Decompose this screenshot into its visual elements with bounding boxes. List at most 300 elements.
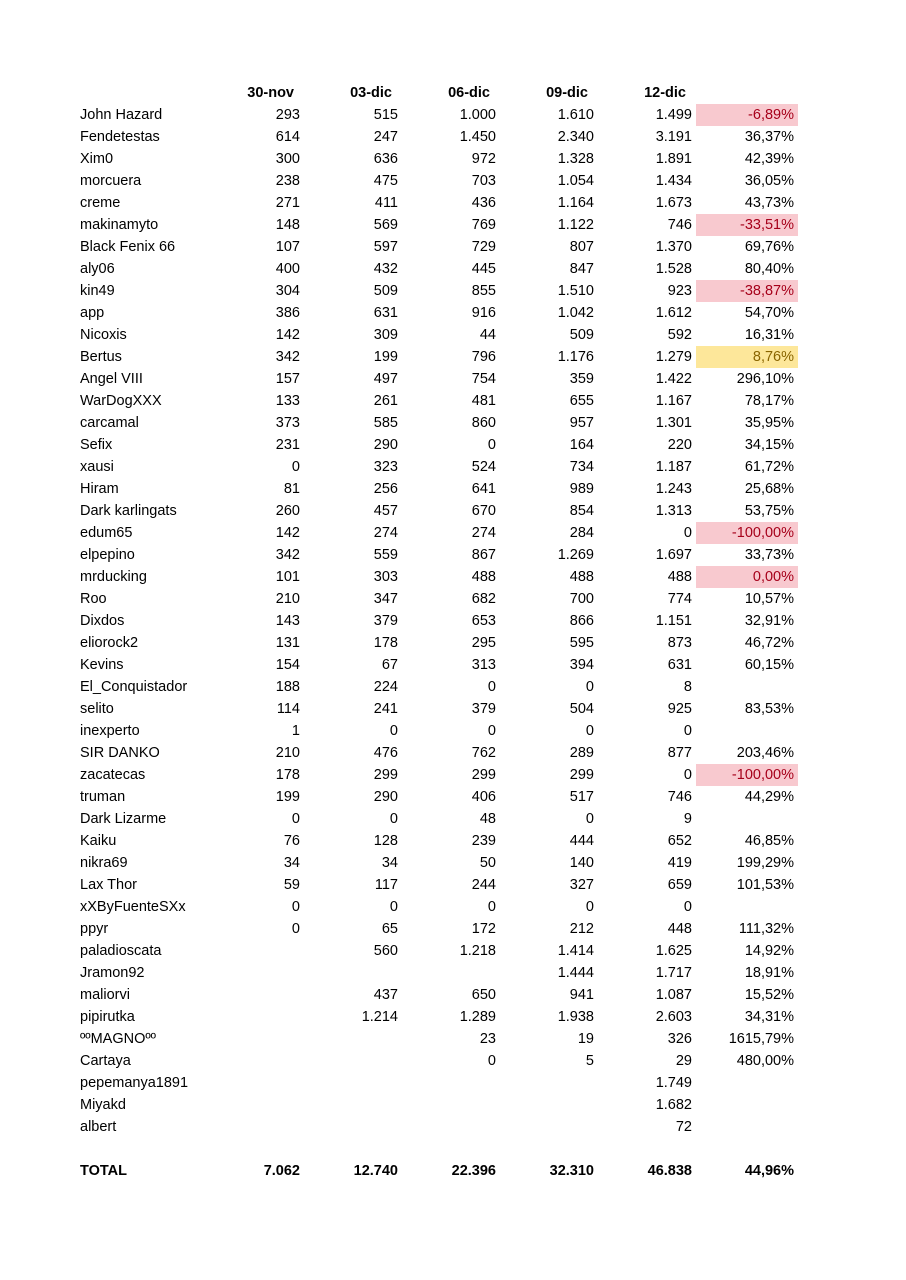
player-name: El_Conquistador — [80, 679, 188, 695]
score-cell: 569 — [373, 217, 398, 233]
player-name: Lax Thor — [80, 877, 137, 893]
score-cell: 560 — [373, 943, 398, 959]
change-cell — [696, 676, 798, 698]
table-row — [76, 258, 800, 280]
score-cell: 9 — [683, 811, 692, 827]
score-cell — [234, 1116, 304, 1138]
player-name: Cartaya — [80, 1053, 131, 1069]
change-cell: 78,17% — [744, 393, 794, 409]
score-cell: 488 — [667, 569, 692, 585]
change-cell: -100,00% — [696, 764, 798, 786]
change-cell: 42,39% — [744, 151, 794, 167]
score-cell: 1.749 — [655, 1075, 692, 1091]
score-cell: 614 — [275, 129, 300, 145]
score-cell: 244 — [471, 877, 496, 893]
table-row — [76, 346, 800, 368]
table-row — [76, 764, 800, 786]
score-cell: 295 — [471, 635, 496, 651]
score-cell — [234, 1072, 304, 1094]
player-name: app — [80, 305, 105, 321]
header-date-3: 06-dic — [448, 85, 490, 101]
score-cell: 1.087 — [655, 987, 692, 1003]
table-row — [76, 742, 800, 764]
table-row — [76, 456, 800, 478]
score-cell: 142 — [275, 525, 300, 541]
score-cell: 34 — [283, 855, 300, 871]
table-row — [76, 1116, 800, 1138]
score-cell: 50 — [479, 855, 496, 871]
change-cell: 0,00% — [696, 566, 798, 588]
score-cell: 199 — [373, 349, 398, 365]
change-cell: 101,53% — [736, 877, 794, 893]
player-name: Bertus — [80, 349, 122, 365]
score-cell: 0 — [683, 767, 692, 783]
score-cell: 117 — [374, 877, 398, 893]
score-cell: 101 — [275, 569, 300, 585]
score-cell: 65 — [381, 921, 398, 937]
score-cell: 72 — [675, 1119, 692, 1135]
change-cell: 83,53% — [744, 701, 794, 717]
player-name: Dixdos — [80, 613, 125, 629]
player-name: eliorock2 — [80, 635, 139, 651]
score-cell: 1.673 — [655, 195, 692, 211]
score-cell: 1.612 — [655, 305, 692, 321]
score-cell: 1.301 — [655, 415, 692, 431]
score-cell — [234, 984, 304, 1006]
change-cell — [696, 896, 798, 918]
table-row — [76, 808, 800, 830]
score-cell: 199 — [275, 789, 300, 805]
score-cell: 703 — [471, 173, 496, 189]
table-row — [76, 214, 800, 236]
change-cell: 25,68% — [744, 481, 794, 497]
change-cell: 10,57% — [744, 591, 794, 607]
score-cell: 631 — [667, 657, 692, 673]
change-cell: -33,51% — [696, 214, 798, 236]
player-name: Hiram — [80, 481, 119, 497]
score-cell: 989 — [569, 481, 594, 497]
player-name: Kaiku — [80, 833, 117, 849]
change-cell: 18,91% — [744, 965, 794, 981]
score-cell: 448 — [667, 921, 692, 937]
score-cell: 347 — [373, 591, 398, 607]
score-cell: 1.328 — [557, 151, 594, 167]
score-cell: 1.187 — [655, 459, 692, 475]
score-cell — [234, 1028, 304, 1050]
table-row — [76, 302, 800, 324]
score-cell: 445 — [471, 261, 496, 277]
score-cell: 682 — [471, 591, 496, 607]
player-name: carcamal — [80, 415, 139, 431]
player-name: paladioscata — [80, 943, 162, 959]
score-cell: 497 — [373, 371, 398, 387]
score-cell: 1.218 — [459, 943, 496, 959]
score-cell: 1.042 — [557, 305, 594, 321]
table-row — [76, 1028, 800, 1050]
table-row — [76, 390, 800, 412]
table-row — [76, 566, 800, 588]
score-cell: 1 — [291, 723, 300, 739]
score-cell: 670 — [471, 503, 496, 519]
score-cell: 1.122 — [557, 217, 594, 233]
table-row — [76, 720, 800, 742]
score-cell: 1.444 — [557, 965, 594, 981]
score-cell: 247 — [373, 129, 398, 145]
change-cell: 53,75% — [744, 503, 794, 519]
score-cell: 807 — [569, 239, 594, 255]
change-cell: 80,40% — [744, 261, 794, 277]
total-row — [76, 1160, 800, 1182]
player-name: Dark karlingats — [80, 503, 177, 519]
score-cell: 172 — [471, 921, 496, 937]
change-cell: 32,91% — [744, 613, 794, 629]
score-cell: 220 — [667, 437, 692, 453]
header-change — [696, 82, 798, 104]
player-name: Kevins — [80, 657, 124, 673]
change-cell: 46,85% — [744, 833, 794, 849]
score-cell: 0 — [683, 899, 692, 915]
score-cell: 260 — [275, 503, 300, 519]
change-cell: 8,76% — [696, 346, 798, 368]
score-cell: 133 — [275, 393, 300, 409]
change-cell: 60,15% — [744, 657, 794, 673]
score-cell: 1.697 — [655, 547, 692, 563]
player-name: truman — [80, 789, 126, 805]
change-cell: 34,31% — [744, 1009, 794, 1025]
score-cell — [234, 962, 304, 984]
score-cell: 1.000 — [459, 107, 496, 123]
table-row — [76, 522, 800, 544]
change-cell — [696, 1116, 798, 1138]
score-cell: 327 — [569, 877, 594, 893]
score-cell — [304, 962, 402, 984]
score-cell: 5 — [585, 1053, 594, 1069]
player-name: Roo — [80, 591, 107, 607]
score-cell: 256 — [373, 481, 398, 497]
total-change: 44,96% — [744, 1163, 794, 1179]
table-row — [76, 1072, 800, 1094]
table-row — [76, 874, 800, 896]
score-cell: 877 — [667, 745, 692, 761]
score-cell: 128 — [373, 833, 398, 849]
table-row — [76, 478, 800, 500]
player-name: WarDogXXX — [80, 393, 162, 409]
score-cell: 300 — [275, 151, 300, 167]
change-cell: 480,00% — [736, 1053, 794, 1069]
total-value-5: 46.838 — [647, 1163, 692, 1179]
score-cell: 916 — [471, 305, 496, 321]
score-cell: 641 — [471, 481, 496, 497]
score-cell: 304 — [275, 283, 300, 299]
score-cell: 1.269 — [557, 547, 594, 563]
score-table — [76, 82, 800, 1182]
score-cell: 746 — [667, 789, 692, 805]
score-cell: 261 — [373, 393, 398, 409]
change-cell: -100,00% — [696, 522, 798, 544]
score-cell: 23 — [479, 1031, 496, 1047]
header-date-5: 12-dic — [644, 85, 686, 101]
player-name: elpepino — [80, 547, 135, 563]
player-name: pipirutka — [80, 1009, 135, 1025]
total-value-2: 12.740 — [353, 1163, 398, 1179]
score-cell: 0 — [487, 899, 496, 915]
change-cell: 34,15% — [744, 437, 794, 453]
score-cell: 411 — [374, 195, 398, 211]
score-cell: 67 — [381, 657, 398, 673]
score-cell: 164 — [569, 437, 594, 453]
table-row — [76, 896, 800, 918]
change-cell: 15,52% — [744, 987, 794, 1003]
score-cell: 592 — [667, 327, 692, 343]
score-cell: 925 — [667, 701, 692, 717]
score-cell: 854 — [569, 503, 594, 519]
player-name: kin49 — [80, 283, 115, 299]
score-cell: 1.625 — [655, 943, 692, 959]
total-value-3: 22.396 — [451, 1163, 496, 1179]
score-cell: 729 — [471, 239, 496, 255]
score-cell — [304, 1094, 402, 1116]
player-name: makinamyto — [80, 217, 159, 233]
player-name: Black Fenix 66 — [80, 239, 176, 255]
table-row — [76, 852, 800, 874]
score-cell: 941 — [569, 987, 594, 1003]
player-name: inexperto — [80, 723, 140, 739]
player-name: ººMAGNOºº — [80, 1031, 156, 1047]
score-cell: 0 — [291, 899, 300, 915]
score-cell: 1.510 — [557, 283, 594, 299]
header-row — [76, 82, 800, 104]
score-cell — [234, 1006, 304, 1028]
score-cell: 373 — [275, 415, 300, 431]
change-cell — [696, 1072, 798, 1094]
score-cell: 284 — [569, 525, 594, 541]
score-cell: 650 — [471, 987, 496, 1003]
score-cell: 437 — [373, 987, 398, 1003]
score-cell: 1.528 — [655, 261, 692, 277]
table-row — [76, 962, 800, 984]
change-cell: 46,72% — [744, 635, 794, 651]
table-row — [76, 192, 800, 214]
score-cell: 1.450 — [459, 129, 496, 145]
score-cell — [304, 1116, 402, 1138]
score-cell — [304, 1050, 402, 1072]
score-cell: 241 — [373, 701, 398, 717]
score-cell: 746 — [667, 217, 692, 233]
score-cell: 81 — [283, 481, 300, 497]
score-cell: 515 — [373, 107, 398, 123]
player-name: edum65 — [80, 525, 133, 541]
score-cell: 0 — [291, 921, 300, 937]
score-cell: 653 — [471, 613, 496, 629]
total-value-4: 32.310 — [549, 1163, 594, 1179]
change-cell: 33,73% — [744, 547, 794, 563]
score-cell: 419 — [667, 855, 692, 871]
score-cell — [234, 1094, 304, 1116]
table-row — [76, 280, 800, 302]
score-cell: 0 — [585, 811, 594, 827]
score-cell: 1.243 — [655, 481, 692, 497]
player-name: Fendetestas — [80, 129, 160, 145]
table-row — [76, 148, 800, 170]
score-cell: 379 — [471, 701, 496, 717]
score-cell: 379 — [373, 613, 398, 629]
change-cell: 54,70% — [744, 305, 794, 321]
change-cell: 1615,79% — [728, 1031, 794, 1047]
score-cell: 224 — [373, 679, 398, 695]
score-cell: 8 — [683, 679, 692, 695]
score-cell: 0 — [487, 437, 496, 453]
score-cell: 734 — [569, 459, 594, 475]
score-cell: 517 — [569, 789, 594, 805]
score-cell — [402, 1116, 500, 1138]
table-row — [76, 610, 800, 632]
spacer — [76, 1138, 800, 1160]
score-cell: 444 — [569, 833, 594, 849]
score-cell: 866 — [569, 613, 594, 629]
score-cell: 0 — [291, 811, 300, 827]
player-name: Xim0 — [80, 151, 114, 167]
player-name: aly06 — [80, 261, 115, 277]
score-cell: 2.603 — [655, 1009, 692, 1025]
score-cell: 29 — [675, 1053, 692, 1069]
player-name: Miyakd — [80, 1097, 126, 1113]
change-cell: 36,05% — [744, 173, 794, 189]
score-cell: 0 — [683, 723, 692, 739]
table-row — [76, 434, 800, 456]
score-cell: 457 — [373, 503, 398, 519]
score-cell: 1.422 — [655, 371, 692, 387]
score-cell: 309 — [373, 327, 398, 343]
table-row — [76, 676, 800, 698]
score-cell: 239 — [471, 833, 496, 849]
score-cell: 1.434 — [655, 173, 692, 189]
table-row — [76, 984, 800, 1006]
score-cell: 1.289 — [459, 1009, 496, 1025]
score-cell: 299 — [569, 767, 594, 783]
score-cell: 76 — [283, 833, 300, 849]
score-cell: 0 — [487, 1053, 496, 1069]
change-cell — [696, 720, 798, 742]
score-cell: 1.164 — [557, 195, 594, 211]
score-cell: 1.414 — [557, 943, 594, 959]
score-cell: 655 — [569, 393, 594, 409]
change-cell: -38,87% — [696, 280, 798, 302]
player-name: morcuera — [80, 173, 142, 189]
score-cell: 488 — [569, 569, 594, 585]
score-cell: 774 — [667, 591, 692, 607]
score-cell: 386 — [275, 305, 300, 321]
change-cell: 14,92% — [744, 943, 794, 959]
score-cell: 595 — [569, 635, 594, 651]
total-value-1: 7.062 — [263, 1163, 300, 1179]
table-row — [76, 236, 800, 258]
change-cell: 36,37% — [744, 129, 794, 145]
table-body — [76, 104, 800, 1138]
score-cell: 290 — [373, 437, 398, 453]
table-row — [76, 1050, 800, 1072]
header-name — [76, 82, 234, 104]
score-cell: 148 — [275, 217, 300, 233]
table-row — [76, 324, 800, 346]
score-cell: 972 — [471, 151, 496, 167]
score-cell: 59 — [283, 877, 300, 893]
score-cell: 2.340 — [557, 129, 594, 145]
change-cell: 111,32% — [738, 921, 794, 937]
score-cell: 957 — [569, 415, 594, 431]
header-date-2: 03-dic — [350, 85, 392, 101]
change-cell: 35,95% — [744, 415, 794, 431]
score-cell — [402, 1072, 500, 1094]
table-row — [76, 544, 800, 566]
score-cell: 509 — [373, 283, 398, 299]
score-cell: 488 — [471, 569, 496, 585]
score-cell: 847 — [569, 261, 594, 277]
score-cell: 293 — [275, 107, 300, 123]
score-cell: 0 — [585, 899, 594, 915]
change-cell: 199,29% — [736, 855, 794, 871]
score-cell: 342 — [275, 547, 300, 563]
player-name: xausi — [80, 459, 114, 475]
table-row — [76, 1006, 800, 1028]
score-cell: 754 — [471, 371, 496, 387]
score-cell: 34 — [381, 855, 398, 871]
score-cell: 597 — [373, 239, 398, 255]
score-cell: 48 — [479, 811, 496, 827]
score-cell: 178 — [373, 635, 398, 651]
score-cell: 107 — [275, 239, 300, 255]
score-cell: 0 — [389, 899, 398, 915]
score-cell: 855 — [471, 283, 496, 299]
player-name: Sefix — [80, 437, 113, 453]
score-cell: 188 — [275, 679, 300, 695]
score-cell — [234, 1050, 304, 1072]
score-cell: 290 — [373, 789, 398, 805]
total-label: TOTAL — [80, 1163, 127, 1179]
score-cell: 131 — [275, 635, 300, 651]
score-cell: 769 — [471, 217, 496, 233]
score-cell — [402, 1094, 500, 1116]
player-name: creme — [80, 195, 121, 211]
score-cell: 3.191 — [655, 129, 692, 145]
change-cell: 43,73% — [744, 195, 794, 211]
score-cell — [234, 940, 304, 962]
score-cell: 157 — [275, 371, 300, 387]
score-cell: 867 — [471, 547, 496, 563]
score-cell: 271 — [275, 195, 300, 211]
change-cell: 203,46% — [736, 745, 794, 761]
score-cell: 652 — [667, 833, 692, 849]
player-name: mrducking — [80, 569, 147, 585]
score-cell: 700 — [569, 591, 594, 607]
score-cell — [500, 1116, 598, 1138]
score-cell: 289 — [569, 745, 594, 761]
table-row — [76, 104, 800, 126]
table-row — [76, 412, 800, 434]
score-cell: 274 — [373, 525, 398, 541]
score-cell: 0 — [291, 459, 300, 475]
score-cell: 210 — [275, 745, 300, 761]
table-row — [76, 500, 800, 522]
score-cell: 1.370 — [655, 239, 692, 255]
score-cell: 19 — [577, 1031, 594, 1047]
table-row — [76, 632, 800, 654]
score-cell — [500, 1094, 598, 1116]
score-cell: 0 — [585, 679, 594, 695]
score-cell: 394 — [569, 657, 594, 673]
player-name: pepemanya1891 — [80, 1075, 189, 1091]
table-row — [76, 126, 800, 148]
player-name: Dark Lizarme — [80, 811, 167, 827]
